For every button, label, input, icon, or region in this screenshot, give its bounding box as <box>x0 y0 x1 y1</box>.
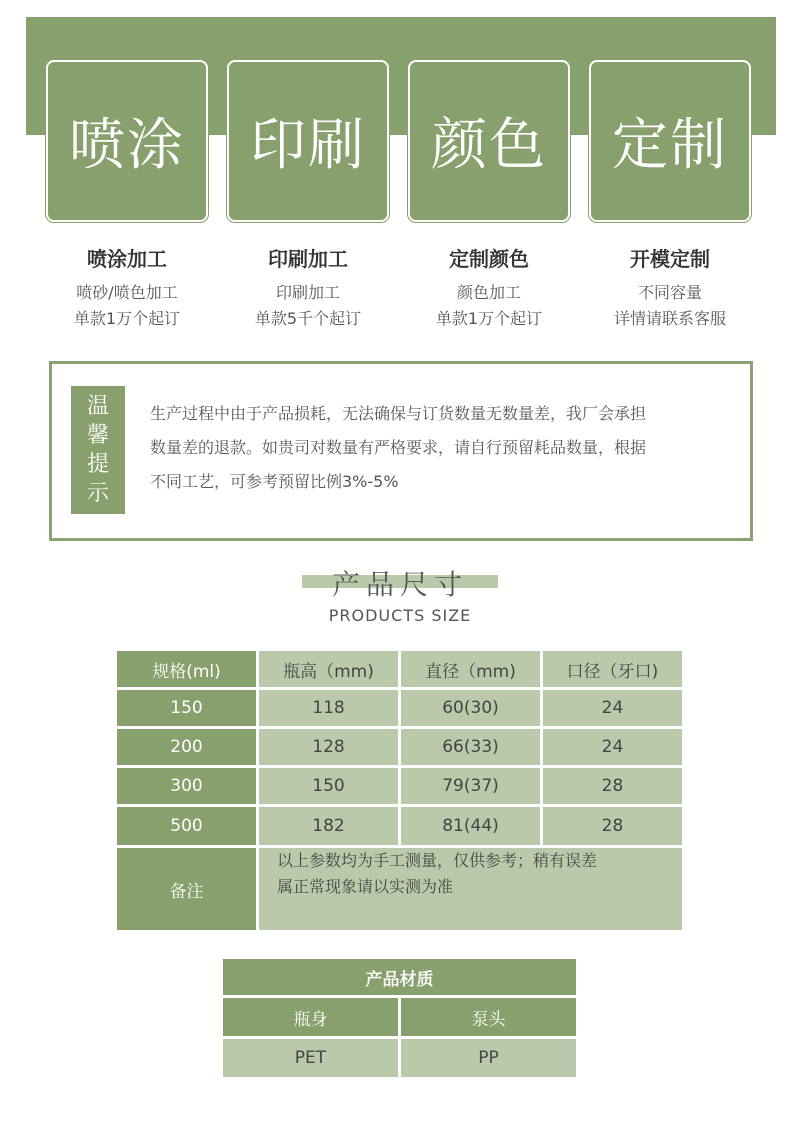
feature-spray <box>37 243 217 332</box>
size-note-line: 以上参数均为手工测量，仅供参考；稍有误差 <box>277 851 598 870</box>
size-cell-diameter: 79(37) <box>401 768 540 804</box>
size-note-text <box>259 848 682 930</box>
size-cell-height: 182 <box>259 807 398 845</box>
tile-color-text: 颜色 <box>431 113 547 178</box>
size-cell-height: 150 <box>259 768 398 804</box>
tile-spray <box>46 60 208 222</box>
tile-print-text: 印刷 <box>250 113 366 178</box>
feature-mold <box>580 243 760 332</box>
feature-line: 详情请联系客服 <box>613 309 726 328</box>
material-header-pump: 泵头 <box>401 998 576 1036</box>
size-cell-diameter: 81(44) <box>401 807 540 845</box>
size-header-height: 瓶高（mm) <box>259 651 398 687</box>
size-cell-neck: 24 <box>543 690 682 726</box>
feature-title: 印刷加工 <box>268 247 348 271</box>
tile-print <box>227 60 389 222</box>
material-value-body: PET <box>223 1039 398 1077</box>
tile-color <box>408 60 570 222</box>
notice-tag-char: 提 <box>86 452 109 477</box>
tile-custom <box>589 60 751 222</box>
size-header-diameter: 直径（mm) <box>401 651 540 687</box>
notice-line: 不同工艺，可参考预留比例3%-5% <box>150 472 399 491</box>
section-title: 产品尺寸 <box>331 568 468 601</box>
size-cell-spec: 200 <box>117 729 256 765</box>
feature-line: 不同容量 <box>637 283 702 302</box>
notice-line: 生产过程中由于产品损耗，无法确保与订货数量无数量差，我厂会承担 <box>150 404 647 423</box>
material-value-pump: PP <box>401 1039 576 1077</box>
feature-color <box>399 243 579 332</box>
material-title: 产品材质 <box>223 959 576 995</box>
notice-text <box>150 397 740 499</box>
size-note-label: 备注 <box>117 848 256 930</box>
feature-title: 定制颜色 <box>449 247 529 271</box>
tile-custom-text: 定制 <box>612 113 728 178</box>
size-cell-spec: 150 <box>117 690 256 726</box>
tile-spray-text: 喷涂 <box>69 113 185 178</box>
feature-line: 颜色加工 <box>456 283 521 302</box>
size-cell-neck: 28 <box>543 807 682 845</box>
feature-line: 单款5千个起订 <box>254 309 362 328</box>
size-cell-diameter: 66(33) <box>401 729 540 765</box>
feature-line: 喷砂/喷色加工 <box>76 283 178 302</box>
section-subtitle: PRODUCTS SIZE <box>328 606 472 625</box>
feature-title: 喷涂加工 <box>87 247 167 271</box>
feature-line: 单款1万个起订 <box>435 309 543 328</box>
size-cell-height: 118 <box>259 690 398 726</box>
notice-tag-char: 馨 <box>86 423 109 448</box>
size-cell-height: 128 <box>259 729 398 765</box>
size-cell-spec: 300 <box>117 768 256 804</box>
size-cell-diameter: 60(30) <box>401 690 540 726</box>
notice-tag <box>71 386 125 514</box>
size-cell-spec: 500 <box>117 807 256 845</box>
feature-title: 开模定制 <box>630 247 710 271</box>
notice-tag-char: 示 <box>86 481 109 506</box>
size-note-line: 属正常现象请以实测为准 <box>277 877 454 896</box>
feature-line: 印刷加工 <box>275 283 340 302</box>
feature-print <box>218 243 398 332</box>
size-cell-neck: 24 <box>543 729 682 765</box>
material-header-body: 瓶身 <box>223 998 398 1036</box>
notice-tag-char: 温 <box>86 394 109 419</box>
feature-line: 单款1万个起订 <box>73 309 181 328</box>
notice-line: 数量差的退款。如贵司对数量有严格要求，请自行预留耗品数量，根据 <box>150 438 647 457</box>
size-header-neck: 口径（牙口) <box>543 651 682 687</box>
size-cell-neck: 28 <box>543 768 682 804</box>
size-header-spec: 规格(ml) <box>117 651 256 687</box>
